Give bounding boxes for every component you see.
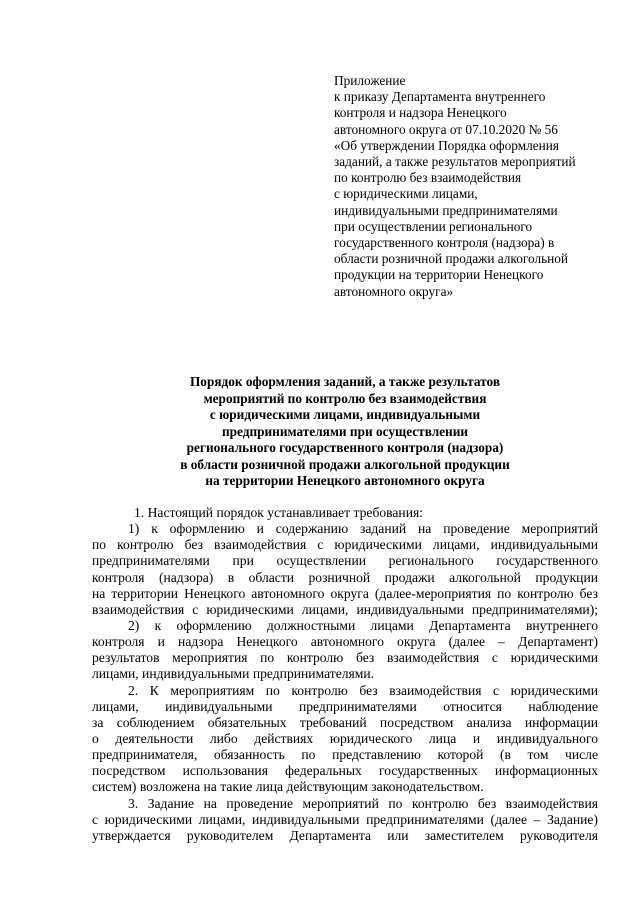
title-line: в области розничной продажи алкогольной продукции [180,456,510,472]
body-line: контроля и надзора Ненецкого автономного округа (далее – Департамент) [92,634,598,650]
body-line: утверждается руководителем Департамента или заместителем руководителя [92,827,598,843]
appendix-line: автономного округа от 07.10.2020 № 56 [334,121,558,137]
appendix-line: с юридическими лицами, [334,186,478,202]
appendix-line: заданий, а также результатов мероприятий [334,154,576,170]
title-line: Порядок оформления заданий, а также результатов [189,374,501,389]
body-line: лицами, индивидуальными предпринимателями. [92,666,375,682]
title-line: регионального государственного контроля (надзора) [186,440,504,455]
body-line: по контролю без взаимодействия с юридическими лицами, индивидуальными [92,537,598,553]
document-body [92,505,598,844]
body-line: 1. Настоящий порядок устанавливает требования: [134,505,424,520]
appendix-line: к приказу Департамента внутреннего [334,89,546,105]
document-title [90,374,600,490]
title-line: с юридическими лицами, индивидуальными [209,407,481,422]
body-line: 1) к оформлению и содержанию заданий на проведение мероприятий [128,521,598,537]
appendix-line: «Об утверждении Порядка оформления [334,137,560,153]
appendix-line: продукции на территории Ненецкого [334,267,544,283]
body-line: 2) к оформлению должностными лицами Департамента внутреннего [128,617,598,633]
appendix-header [334,73,624,300]
appendix-line: Приложение [334,73,406,88]
body-line: взаимодействия с юридическими лицами, индивидуальными предпринимателями); [92,601,598,617]
appendix-line: контроля и надзора Ненецкого [334,105,507,121]
body-line: предпринимателя, обязанность по представлению которой (в том числе [92,747,598,763]
appendix-line: автономного округа» [334,283,454,299]
appendix-line: по контролю без взаимодействия [334,170,522,186]
body-line: на территории Ненецкого автономного округа (далее-мероприятия по контролю без [92,585,598,601]
body-line: о деятельности либо действиях юридического лица и индивидуального [92,730,598,746]
title-line: на территории Ненецкого автономного округа [205,473,485,488]
body-line: лицами, индивидуальными предпринимателями относится наблюдение [92,698,598,714]
appendix-line: индивидуальными предпринимателями [334,202,558,218]
title-line: мероприятий по контролю без взаимодействия [203,390,487,406]
body-line: систем) возложена на такие лица действующим законодательством. [92,779,484,795]
body-line: контроля (надзора) в области розничной продажи алкогольной продукции [92,569,598,585]
body-line: за соблюдением обязательных требований посредством анализа информации [92,714,598,730]
body-line: результатов мероприятия по контролю без взаимодействия с юридическими [92,650,598,666]
title-line: предпринимателями при осуществлении [221,423,469,439]
appendix-line: области розничной продажи алкогольной [334,251,569,267]
body-line: предпринимателями при осуществлении регионального государственного [92,553,598,569]
appendix-line: государственного контроля (надзора) в [334,235,555,251]
appendix-line: при осуществлении регионального [334,218,533,234]
body-line: 2. К мероприятиям по контролю без взаимодействия с юридическими [128,682,598,698]
body-line: посредством использования федеральных государственных информационных [92,763,598,779]
body-line: 3. Задание на проведение мероприятий по контролю без взаимодействия [128,795,598,811]
body-line: с юридическими лицами, индивидуальными предпринимателями (далее – Задание) [92,811,598,827]
